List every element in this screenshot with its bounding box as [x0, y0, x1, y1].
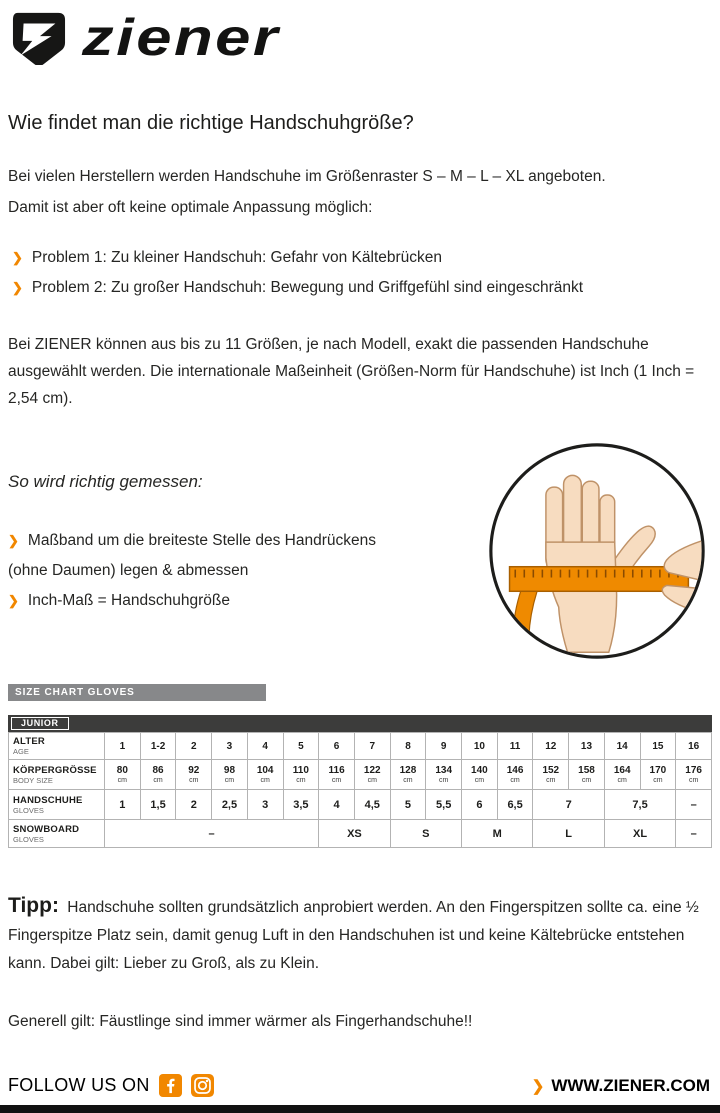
- table-cell: 146 cm: [497, 760, 533, 790]
- table-cell: S: [390, 820, 461, 848]
- table-cell: 6: [462, 790, 498, 820]
- tipp-text: Handschuhe sollten grundsätzlich anprobiert werden. An den Fingerspitzen sollte ca. eine ½ Fingerspitze Platz sein, damit genug Luft in den Handschuhen ist und keine Kältebrücke entstehen kann. Dabei gilt: Lieber zu Groß, als zu Klein.: [8, 899, 699, 972]
- facebook-icon[interactable]: [159, 1074, 182, 1097]
- table-cell: 110 cm: [283, 760, 319, 790]
- intro-line1: Bei vielen Herstellern werden Handschuhe im Größenraster S – M – L – XL angeboten.: [8, 168, 606, 185]
- table-cell: 4,5: [354, 790, 390, 820]
- measure-instructions: [8, 438, 484, 616]
- table-cell: 11: [497, 733, 533, 760]
- table-cell: 7: [533, 790, 604, 820]
- table-cell: 5,5: [426, 790, 462, 820]
- social-links: [8, 1074, 214, 1097]
- table-cell: XS: [319, 820, 390, 848]
- row-label: SNOWBOARD GLOVES: [9, 820, 105, 848]
- follow-label: FOLLOW US ON: [8, 1075, 150, 1095]
- table-cell: 2: [176, 733, 212, 760]
- chevron-bullet-icon: ❯: [12, 250, 23, 265]
- table-cell: 5: [283, 733, 319, 760]
- table-cell: 3: [247, 790, 283, 820]
- page-title: Wie findet man die richtige Handschuhgröße?: [8, 112, 414, 134]
- bullet-text: Inch-Maß = Handschuhgröße: [27, 592, 230, 609]
- row-label: HANDSCHUHE GLOVES: [9, 790, 105, 820]
- table-row: [9, 733, 712, 760]
- table-cell: 10: [462, 733, 498, 760]
- table-cell: 12: [533, 733, 569, 760]
- table-cell: L: [533, 820, 604, 848]
- table-cell: –: [676, 790, 712, 820]
- table-cell: 13: [569, 733, 605, 760]
- table-cell: 1: [105, 790, 141, 820]
- intro-paragraph: [8, 161, 712, 223]
- intro-line2: Damit ist aber oft keine optimale Anpassung möglich:: [8, 199, 373, 216]
- table-cell: 5: [390, 790, 426, 820]
- table-cell: 3: [212, 733, 248, 760]
- row-label: ALTER AGE: [9, 733, 105, 760]
- table-cell: 1: [105, 733, 141, 760]
- size-chart-table: [8, 732, 712, 848]
- table-cell: 14: [604, 733, 640, 760]
- table-row: [9, 790, 712, 820]
- bullet-text: Problem 1: Zu kleiner Handschuh: Gefahr von Kältebrücken: [31, 249, 443, 266]
- table-cell: 16: [676, 733, 712, 760]
- table-row: [9, 820, 712, 848]
- table-cell: 6,5: [497, 790, 533, 820]
- table-cell: 98 cm: [212, 760, 248, 790]
- website-block: [532, 1076, 710, 1096]
- size-chart-bar: SIZE CHART GLOVES: [8, 684, 266, 701]
- website-link[interactable]: WWW.ZIENER.COM: [551, 1075, 710, 1095]
- table-cell: 80 cm: [105, 760, 141, 790]
- table-cell: 128 cm: [390, 760, 426, 790]
- table-cell: 122 cm: [354, 760, 390, 790]
- table-row: [9, 760, 712, 790]
- ziener-sizes-paragraph: Bei ZIENER können aus bis zu 11 Größen, je nach Modell, exakt die passenden Handschuhe ausgewählt werden. Die internationale Maßeinheit (Größen-Norm für Handschuhe) ist Inch (1 Inch = 2,54 cm).: [8, 336, 695, 407]
- ziener-logo-icon: [10, 11, 68, 65]
- table-cell: –: [676, 820, 712, 848]
- table-cell: 6: [319, 733, 355, 760]
- measure-heading: So wird richtig gemessen:: [8, 472, 203, 491]
- table-cell: 7,5: [604, 790, 675, 820]
- list-item: [8, 526, 484, 556]
- table-cell: –: [105, 820, 319, 848]
- problem-list: [12, 243, 712, 303]
- list-item: [12, 243, 712, 273]
- bullet-text-continued: (ohne Daumen) legen & abmessen: [8, 562, 249, 579]
- table-cell: 152 cm: [533, 760, 569, 790]
- table-cell: 3,5: [283, 790, 319, 820]
- chevron-bullet-icon: ❯: [8, 533, 19, 548]
- chevron-bullet-icon: ❯: [12, 280, 23, 295]
- row-label: KÖRPERGRÖSSE BODY SIZE: [9, 760, 105, 790]
- table-cell: 4: [247, 733, 283, 760]
- bullet-text: Problem 2: Zu großer Handschuh: Bewegung und Griffgefühl sind eingeschränkt: [31, 279, 584, 296]
- table-cell: 134 cm: [426, 760, 462, 790]
- table-cell: 164 cm: [604, 760, 640, 790]
- table-cell: 140 cm: [462, 760, 498, 790]
- table-cell: 104 cm: [247, 760, 283, 790]
- table-cell: 158 cm: [569, 760, 605, 790]
- hand-measure-illustration: [484, 438, 710, 664]
- tipp-paragraph: [8, 892, 712, 978]
- table-cell: 86 cm: [140, 760, 176, 790]
- chevron-bullet-icon: ❯: [8, 593, 19, 608]
- brand-wordmark: ziener: [82, 9, 281, 67]
- footer: [8, 1074, 710, 1097]
- table-cell: 1,5: [140, 790, 176, 820]
- instagram-icon[interactable]: [191, 1074, 214, 1097]
- chevron-icon: ❯: [531, 1077, 545, 1095]
- group-label: JUNIOR: [11, 717, 69, 730]
- table-cell: 7: [354, 733, 390, 760]
- bottom-bar: [0, 1105, 720, 1113]
- table-cell: 116 cm: [319, 760, 355, 790]
- table-cell: 15: [640, 733, 676, 760]
- table-cell: 4: [319, 790, 355, 820]
- table-cell: 92 cm: [176, 760, 212, 790]
- generell-note: Generell gilt: Fäustlinge sind immer wärmer als Fingerhandschuhe!!: [8, 1013, 473, 1030]
- table-cell: 1-2: [140, 733, 176, 760]
- table-cell: 2: [176, 790, 212, 820]
- table-cell: 9: [426, 733, 462, 760]
- table-cell: 8: [390, 733, 426, 760]
- list-item: [8, 586, 484, 616]
- table-cell: 176 cm: [676, 760, 712, 790]
- table-cell: 170 cm: [640, 760, 676, 790]
- table-group-header: [8, 715, 712, 732]
- size-table-body: [9, 733, 712, 848]
- measure-section: [8, 438, 712, 664]
- tipp-label: Tipp:: [8, 894, 59, 917]
- brand-header: [0, 0, 720, 66]
- table-cell: 2,5: [212, 790, 248, 820]
- bullet-text: Maßband um die breiteste Stelle des Handrückens: [27, 532, 376, 549]
- table-cell: M: [462, 820, 533, 848]
- list-item: [12, 273, 712, 303]
- table-cell: XL: [604, 820, 675, 848]
